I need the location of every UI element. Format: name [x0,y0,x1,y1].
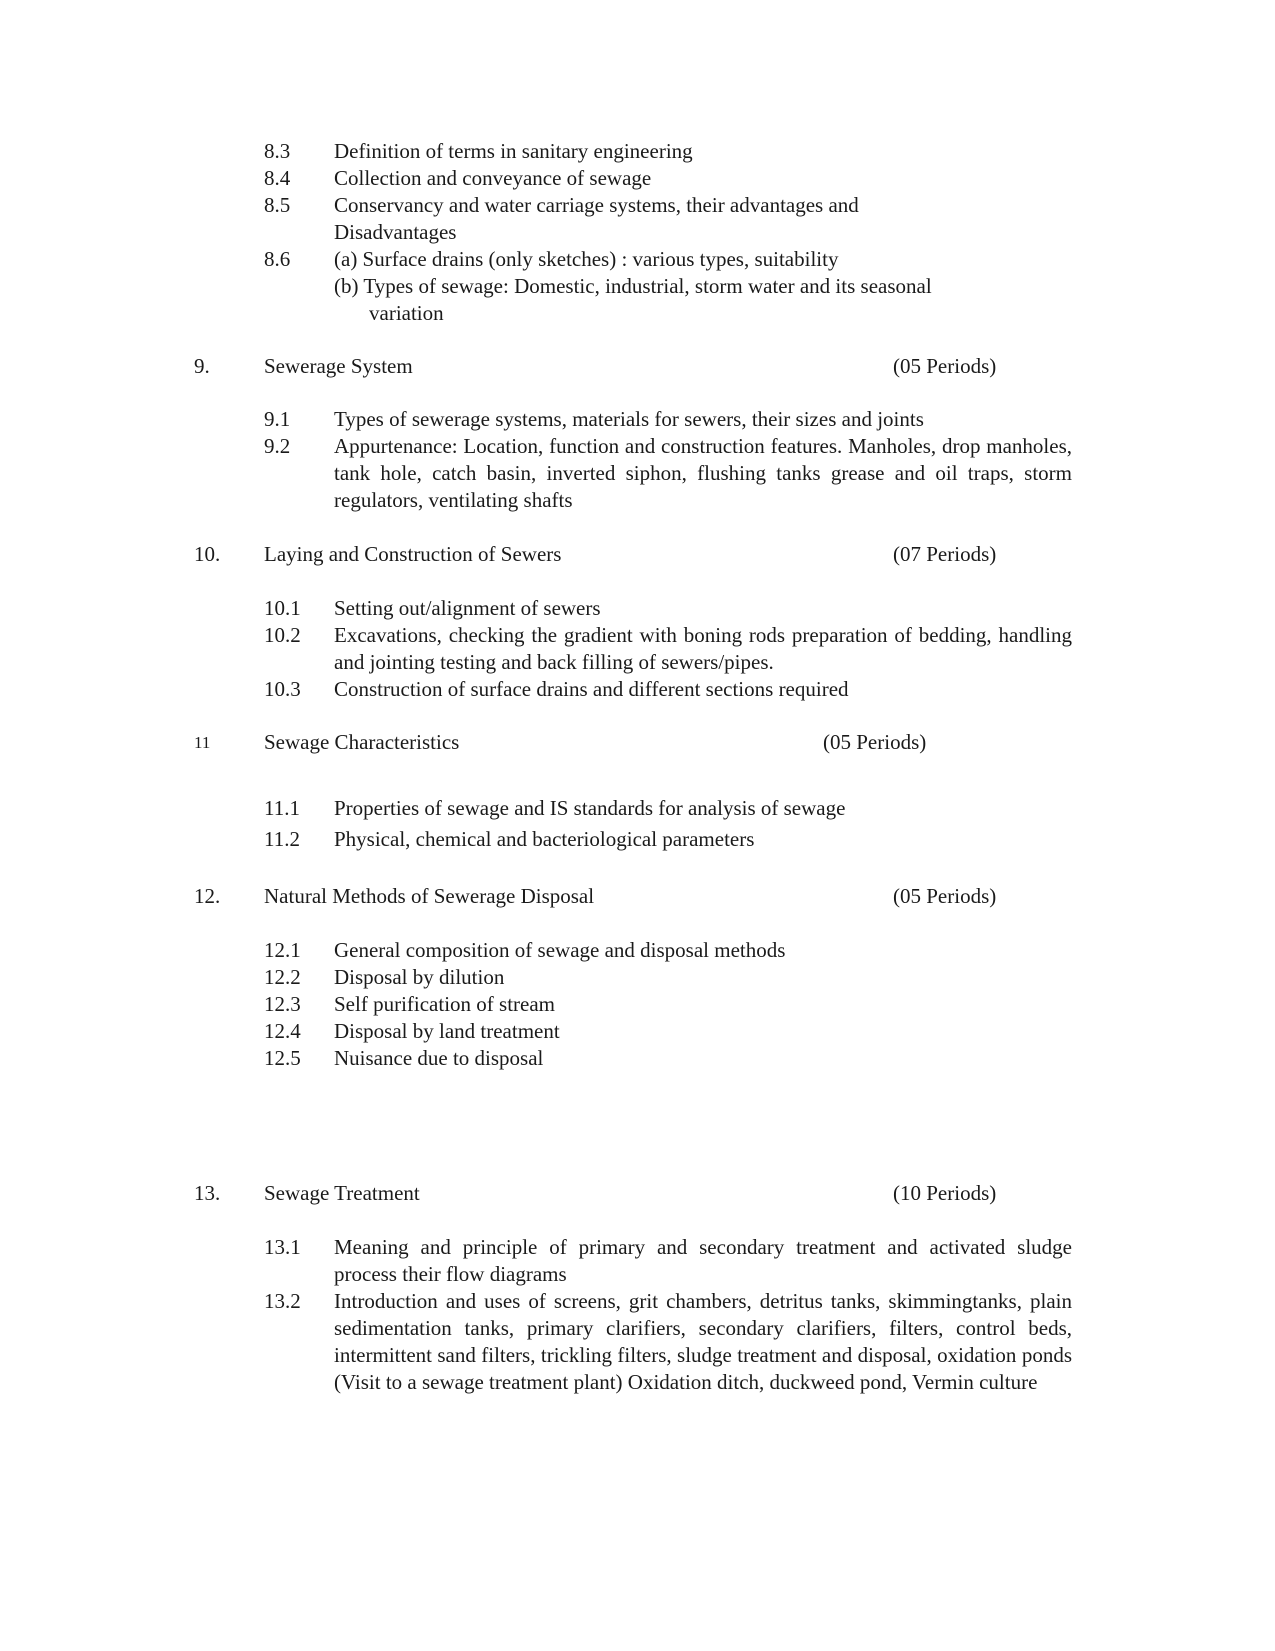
section-number: 10. [194,542,221,566]
section-heading [0,883,1275,910]
item-text: (b) Types of sewage: Domestic, industrial, storm water and its seasonal [334,274,932,298]
item-number: 9.1 [264,407,291,431]
item-number: 12.2 [264,965,301,989]
item-number: 11.2 [264,827,300,851]
item-text: Construction of surface drains and different sections required [334,677,849,701]
item-text: Types of sewerage systems, materials for sewers, their sizes and joints [334,407,924,431]
list-item [0,1045,1275,1072]
item-number: 8.5 [264,193,291,217]
item-number: 10.3 [264,677,301,701]
item-number: 12.3 [264,992,301,1016]
list-item [0,964,1275,991]
list-item [0,991,1275,1018]
list-item [0,826,1275,853]
section-heading [0,353,1275,380]
list-item [0,1018,1275,1045]
item-text: Excavations, checking the gradient with boning rods preparation of bedding, handling and jointing testing and back filling of sewers/pipes. [334,623,1072,674]
item-number: 10.1 [264,596,301,620]
section-heading [0,1180,1275,1207]
item-number: 13.1 [264,1235,301,1259]
list-item [0,192,1275,219]
item-number: 12.1 [264,938,301,962]
section-heading [0,729,1275,756]
item-number: 9.2 [264,434,291,458]
item-text: Self purification of stream [334,992,556,1016]
item-text: Meaning and principle of primary and secondary treatment and activated sludge process their flow diagrams [334,1235,1072,1286]
item-text: Disadvantages [334,220,457,244]
item-text: Collection and conveyance of sewage [334,166,652,190]
list-item-continuation [0,219,1275,246]
list-item [0,622,1275,676]
item-text: Disposal by land treatment [334,1019,560,1043]
item-text: (a) Surface drains (only sketches) : various types, suitability [334,247,839,271]
section-heading [0,541,1275,568]
list-item [0,1234,1275,1288]
list-item [0,937,1275,964]
item-number: 8.6 [264,247,291,271]
item-text: Nuisance due to disposal [334,1046,544,1070]
item-text: Properties of sewage and IS standards for analysis of sewage [334,796,846,820]
item-text: variation [369,301,444,325]
list-item-sub [0,273,1275,300]
section-title: Sewage Treatment [264,1181,420,1205]
section-periods: (05 Periods) [823,730,927,754]
list-item [0,406,1275,433]
item-text: Conservancy and water carriage systems, their advantages and [334,193,859,217]
item-text: Disposal by dilution [334,965,505,989]
item-number: 12.5 [264,1046,301,1070]
section-title: Sewage Characteristics [264,730,460,754]
list-item [0,795,1275,822]
section-periods: (05 Periods) [893,884,997,908]
section-title: Sewerage System [264,354,413,378]
section-number: 9. [194,354,210,378]
section-title: Laying and Construction of Sewers [264,542,562,566]
section-periods: (07 Periods) [893,542,997,566]
item-text: Physical, chemical and bacteriological parameters [334,827,755,851]
list-item [0,138,1275,165]
list-item [0,595,1275,622]
list-item [0,246,1275,273]
item-text: Setting out/alignment of sewers [334,596,601,620]
item-number: 12.4 [264,1019,301,1043]
list-item [0,433,1275,514]
section-periods: (05 Periods) [893,354,997,378]
section-number: 11 [194,733,211,752]
item-number: 8.4 [264,166,291,190]
item-number: 10.2 [264,623,301,647]
list-item-sub-continuation [0,300,1275,327]
item-text: General composition of sewage and disposal methods [334,938,786,962]
section-number: 13. [194,1181,221,1205]
item-text: Definition of terms in sanitary engineering [334,139,693,163]
item-text: Appurtenance: Location, function and construction features. Manholes, drop manholes, tank hole, catch basin, inverted siphon, flushing tanks grease and oil traps, storm regulators, ventilating shafts [334,434,1072,512]
section-number: 12. [194,884,221,908]
list-item [0,165,1275,192]
section-periods: (10 Periods) [893,1181,997,1205]
list-item [0,676,1275,703]
item-number: 11.1 [264,796,300,820]
item-number: 13.2 [264,1289,301,1313]
list-item [0,1288,1275,1423]
item-number: 8.3 [264,139,291,163]
item-text: Introduction and uses of screens, grit chambers, detritus tanks, skimmingtanks, plain sedimentation tanks, primary clarifiers, secondary clarifiers, filters, control beds, intermittent sand filters, trickling filters, sludge treatment and disposal, oxidation ponds (Visit to a sewage treatment plant) Oxidation ditch, duckweed pond, Vermin culture [334,1289,1072,1394]
section-title: Natural Methods of Sewerage Disposal [264,884,595,908]
